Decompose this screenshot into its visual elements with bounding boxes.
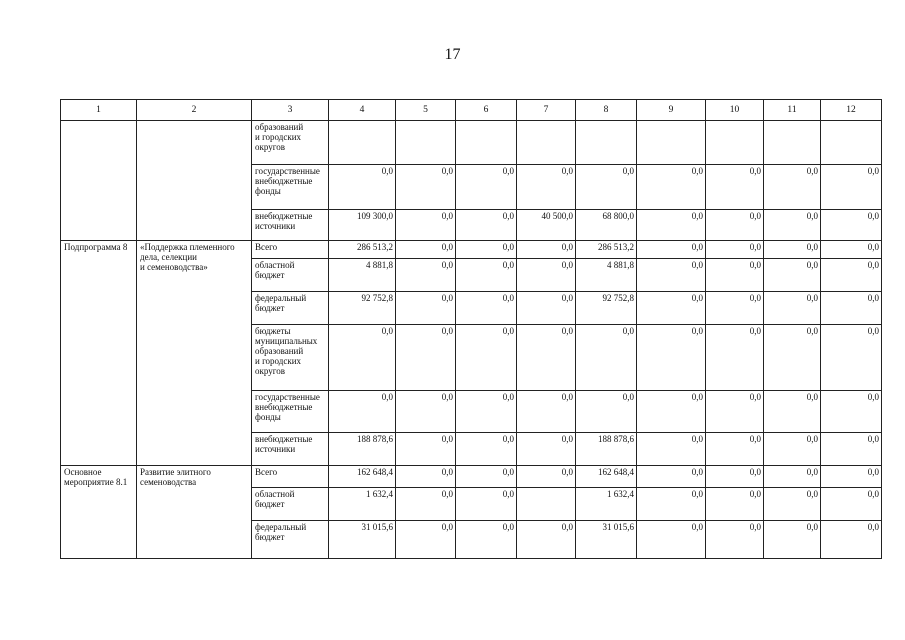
value-cell: 0,0 xyxy=(764,391,821,433)
program-cell: Основное мероприятие 8.1 xyxy=(61,466,137,559)
value-cell: 0,0 xyxy=(456,433,517,466)
funding-source-cell: государственные внебюджетные фонды xyxy=(252,391,329,433)
value-cell: 0,0 xyxy=(821,259,882,292)
value-cell: 0,0 xyxy=(821,210,882,241)
value-cell: 0,0 xyxy=(456,466,517,488)
value-cell: 0,0 xyxy=(821,325,882,391)
value-cell: 0,0 xyxy=(576,325,637,391)
value-cell: 0,0 xyxy=(821,521,882,559)
program-name-cell: «Поддержка племенного дела, селекции и семеноводства» xyxy=(137,241,252,466)
value-cell: 0,0 xyxy=(637,466,706,488)
funding-source-cell: бюджеты муниципальных образований и городских округов xyxy=(252,325,329,391)
value-cell: 0,0 xyxy=(456,241,517,259)
value-cell: 286 513,2 xyxy=(576,241,637,259)
funding-source-cell: федеральный бюджет xyxy=(252,292,329,325)
value-cell: 0,0 xyxy=(637,210,706,241)
table-row xyxy=(61,466,882,488)
value-cell: 0,0 xyxy=(764,259,821,292)
value-cell xyxy=(517,488,576,521)
value-cell: 0,0 xyxy=(396,488,456,521)
value-cell: 4 881,8 xyxy=(576,259,637,292)
value-cell: 0,0 xyxy=(764,292,821,325)
value-cell: 286 513,2 xyxy=(329,241,396,259)
program-cell: Подпрограмма 8 xyxy=(61,241,137,466)
value-cell: 0,0 xyxy=(821,241,882,259)
value-cell: 0,0 xyxy=(706,292,764,325)
funding-source-cell: внебюджетные источники xyxy=(252,210,329,241)
column-header: 6 xyxy=(456,100,517,121)
value-cell xyxy=(456,121,517,165)
value-cell: 109 300,0 xyxy=(329,210,396,241)
column-header: 5 xyxy=(396,100,456,121)
value-cell: 0,0 xyxy=(637,488,706,521)
value-cell: 0,0 xyxy=(576,391,637,433)
value-cell: 0,0 xyxy=(764,241,821,259)
value-cell: 0,0 xyxy=(637,259,706,292)
value-cell: 0,0 xyxy=(637,292,706,325)
value-cell: 0,0 xyxy=(637,433,706,466)
column-header: 4 xyxy=(329,100,396,121)
value-cell: 1 632,4 xyxy=(576,488,637,521)
value-cell: 0,0 xyxy=(456,259,517,292)
column-header: 1 xyxy=(61,100,137,121)
value-cell: 0,0 xyxy=(637,165,706,210)
value-cell xyxy=(637,121,706,165)
value-cell: 0,0 xyxy=(396,391,456,433)
value-cell: 40 500,0 xyxy=(517,210,576,241)
value-cell: 0,0 xyxy=(637,521,706,559)
value-cell: 0,0 xyxy=(706,391,764,433)
program-name-cell xyxy=(137,121,252,241)
column-header: 2 xyxy=(137,100,252,121)
value-cell: 0,0 xyxy=(396,210,456,241)
page-number: 17 xyxy=(444,46,461,63)
value-cell: 0,0 xyxy=(456,391,517,433)
value-cell: 0,0 xyxy=(764,165,821,210)
value-cell: 0,0 xyxy=(396,292,456,325)
value-cell: 0,0 xyxy=(456,165,517,210)
column-header: 10 xyxy=(706,100,764,121)
value-cell xyxy=(821,121,882,165)
value-cell: 0,0 xyxy=(706,488,764,521)
value-cell: 0,0 xyxy=(329,325,396,391)
value-cell xyxy=(329,121,396,165)
column-header: 12 xyxy=(821,100,882,121)
value-cell: 0,0 xyxy=(637,325,706,391)
value-cell: 0,0 xyxy=(706,466,764,488)
value-cell: 0,0 xyxy=(764,433,821,466)
funding-source-cell: внебюджетные источники xyxy=(252,433,329,466)
value-cell: 0,0 xyxy=(396,521,456,559)
value-cell: 0,0 xyxy=(456,292,517,325)
value-cell: 1 632,4 xyxy=(329,488,396,521)
funding-source-cell: государственные внебюджетные фонды xyxy=(252,165,329,210)
value-cell: 0,0 xyxy=(329,391,396,433)
value-cell: 68 800,0 xyxy=(576,210,637,241)
value-cell: 92 752,8 xyxy=(329,292,396,325)
value-cell: 162 648,4 xyxy=(576,466,637,488)
program-cell xyxy=(61,121,137,241)
value-cell: 0,0 xyxy=(764,325,821,391)
funding-source-cell: Всего xyxy=(252,241,329,259)
value-cell: 0,0 xyxy=(764,210,821,241)
value-cell: 0,0 xyxy=(764,488,821,521)
table-row xyxy=(61,241,882,259)
value-cell: 0,0 xyxy=(706,165,764,210)
value-cell: 0,0 xyxy=(517,466,576,488)
funding-source-cell: Всего xyxy=(252,466,329,488)
value-cell: 0,0 xyxy=(517,165,576,210)
value-cell: 0,0 xyxy=(764,466,821,488)
funding-source-cell: федеральный бюджет xyxy=(252,521,329,559)
value-cell: 0,0 xyxy=(821,466,882,488)
value-cell xyxy=(517,121,576,165)
value-cell: 0,0 xyxy=(396,325,456,391)
value-cell: 0,0 xyxy=(517,433,576,466)
value-cell: 0,0 xyxy=(329,165,396,210)
value-cell: 188 878,6 xyxy=(329,433,396,466)
column-header: 7 xyxy=(517,100,576,121)
value-cell: 0,0 xyxy=(821,165,882,210)
value-cell: 0,0 xyxy=(576,165,637,210)
value-cell: 0,0 xyxy=(821,433,882,466)
funding-source-cell: областной бюджет xyxy=(252,488,329,521)
value-cell: 0,0 xyxy=(456,210,517,241)
value-cell: 0,0 xyxy=(764,521,821,559)
column-header: 11 xyxy=(764,100,821,121)
value-cell: 0,0 xyxy=(821,488,882,521)
column-header: 8 xyxy=(576,100,637,121)
value-cell xyxy=(764,121,821,165)
value-cell: 0,0 xyxy=(396,259,456,292)
value-cell: 0,0 xyxy=(517,391,576,433)
value-cell: 0,0 xyxy=(396,241,456,259)
value-cell: 0,0 xyxy=(396,466,456,488)
value-cell: 162 648,4 xyxy=(329,466,396,488)
funding-source-cell: образований и городских округов xyxy=(252,121,329,165)
value-cell: 31 015,6 xyxy=(329,521,396,559)
value-cell: 0,0 xyxy=(456,488,517,521)
value-cell: 0,0 xyxy=(637,391,706,433)
budget-table xyxy=(60,99,882,559)
value-cell: 0,0 xyxy=(821,292,882,325)
program-name-cell: Развитие элитного семеноводства xyxy=(137,466,252,559)
value-cell: 0,0 xyxy=(517,292,576,325)
table-row xyxy=(61,121,882,165)
column-header: 9 xyxy=(637,100,706,121)
value-cell: 92 752,8 xyxy=(576,292,637,325)
value-cell: 0,0 xyxy=(706,241,764,259)
value-cell xyxy=(396,121,456,165)
column-number-row xyxy=(61,100,882,121)
value-cell: 0,0 xyxy=(517,521,576,559)
value-cell xyxy=(576,121,637,165)
value-cell: 0,0 xyxy=(517,241,576,259)
value-cell: 0,0 xyxy=(706,259,764,292)
value-cell: 0,0 xyxy=(456,325,517,391)
value-cell: 0,0 xyxy=(706,325,764,391)
value-cell: 31 015,6 xyxy=(576,521,637,559)
value-cell: 0,0 xyxy=(706,433,764,466)
value-cell: 0,0 xyxy=(821,391,882,433)
value-cell: 0,0 xyxy=(706,521,764,559)
funding-source-cell: областной бюджет xyxy=(252,259,329,292)
value-cell: 0,0 xyxy=(517,259,576,292)
value-cell: 0,0 xyxy=(637,241,706,259)
value-cell: 0,0 xyxy=(706,210,764,241)
value-cell xyxy=(706,121,764,165)
column-header: 3 xyxy=(252,100,329,121)
value-cell: 0,0 xyxy=(456,521,517,559)
value-cell: 188 878,6 xyxy=(576,433,637,466)
value-cell: 0,0 xyxy=(396,165,456,210)
value-cell: 4 881,8 xyxy=(329,259,396,292)
value-cell: 0,0 xyxy=(517,325,576,391)
value-cell: 0,0 xyxy=(396,433,456,466)
